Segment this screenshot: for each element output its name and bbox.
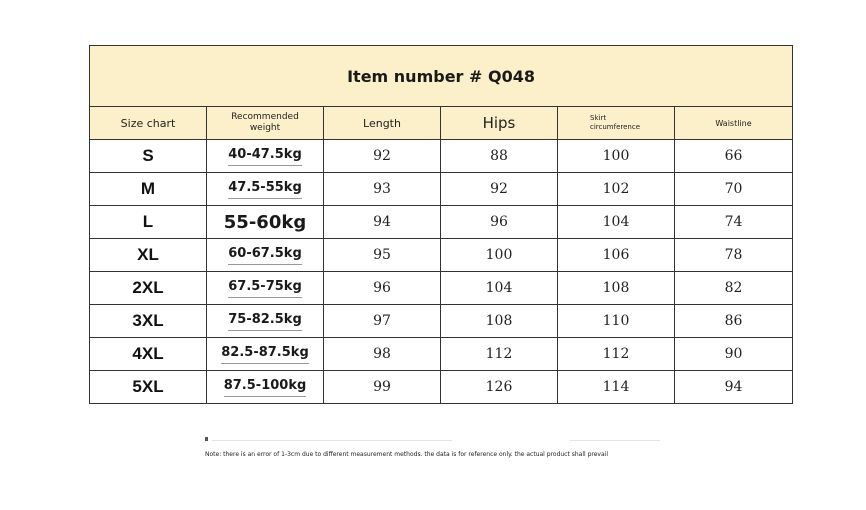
header-weight — [207, 107, 324, 140]
cell-skirt: 108 — [558, 272, 675, 305]
cell-hips: 88 — [441, 140, 558, 173]
table-row — [90, 272, 793, 305]
weight-value: 75-82.5kg — [228, 312, 302, 331]
header-weight-line1: Recommended — [231, 112, 299, 122]
decorative-tick-mark — [205, 437, 208, 441]
cell-size: M — [90, 173, 207, 206]
weight-value: 67.5-75kg — [228, 279, 302, 298]
decorative-divider — [212, 440, 452, 441]
cell-weight — [207, 305, 324, 338]
cell-waist: 78 — [675, 239, 793, 272]
cell-waist: 94 — [675, 371, 793, 404]
cell-waist: 90 — [675, 338, 793, 371]
cell-waist: 70 — [675, 173, 793, 206]
table-row — [90, 305, 793, 338]
cell-hips: 126 — [441, 371, 558, 404]
cell-skirt: 104 — [558, 206, 675, 239]
cell-hips: 100 — [441, 239, 558, 272]
header-row — [90, 107, 793, 140]
cell-size: 5XL — [90, 371, 207, 404]
table-row — [90, 338, 793, 371]
weight-value: 82.5-87.5kg — [221, 345, 309, 364]
cell-size: XL — [90, 239, 207, 272]
cell-weight — [207, 338, 324, 371]
weight-value: 55-60kg — [223, 211, 307, 233]
cell-hips: 92 — [441, 173, 558, 206]
cell-waist: 82 — [675, 272, 793, 305]
cell-size: 2XL — [90, 272, 207, 305]
cell-hips: 96 — [441, 206, 558, 239]
header-size: Size chart — [90, 107, 207, 140]
size-chart-table — [89, 45, 793, 404]
cell-weight — [207, 206, 324, 239]
item-number-title: Item number # Q048 — [90, 46, 793, 107]
cell-hips: 112 — [441, 338, 558, 371]
cell-length: 96 — [324, 272, 441, 305]
cell-skirt: 114 — [558, 371, 675, 404]
cell-waist: 66 — [675, 140, 793, 173]
weight-value: 40-47.5kg — [228, 147, 302, 166]
decorative-divider — [570, 440, 660, 441]
table-row — [90, 140, 793, 173]
cell-weight — [207, 140, 324, 173]
weight-value: 87.5-100kg — [224, 378, 307, 397]
cell-skirt: 100 — [558, 140, 675, 173]
cell-length: 94 — [324, 206, 441, 239]
cell-weight — [207, 239, 324, 272]
table-row — [90, 206, 793, 239]
header-hips: Hips — [441, 107, 558, 140]
cell-length: 98 — [324, 338, 441, 371]
header-skirt-line2: circumference — [590, 123, 641, 131]
cell-skirt: 112 — [558, 338, 675, 371]
cell-skirt: 102 — [558, 173, 675, 206]
cell-size: L — [90, 206, 207, 239]
cell-length: 95 — [324, 239, 441, 272]
cell-size: S — [90, 140, 207, 173]
cell-length: 93 — [324, 173, 441, 206]
header-length: Length — [324, 107, 441, 140]
weight-value: 60-67.5kg — [228, 246, 302, 265]
cell-hips: 108 — [441, 305, 558, 338]
header-skirt-line1: Skirt — [590, 114, 607, 122]
cell-size: 4XL — [90, 338, 207, 371]
weight-value: 47.5-55kg — [228, 180, 302, 199]
cell-waist: 86 — [675, 305, 793, 338]
cell-weight — [207, 173, 324, 206]
table-row — [90, 173, 793, 206]
cell-length: 97 — [324, 305, 441, 338]
cell-weight — [207, 272, 324, 305]
cell-weight — [207, 371, 324, 404]
cell-hips: 104 — [441, 272, 558, 305]
cell-length: 99 — [324, 371, 441, 404]
measurement-note: Note: there is an error of 1-3cm due to different measurement methods. the data is for reference only. the actual product shall prevail — [205, 451, 608, 458]
header-skirt — [558, 107, 675, 140]
table-row — [90, 371, 793, 404]
cell-waist: 74 — [675, 206, 793, 239]
cell-skirt: 106 — [558, 239, 675, 272]
header-weight-line2: weight — [249, 123, 281, 133]
cell-skirt: 110 — [558, 305, 675, 338]
title-row — [90, 46, 793, 107]
cell-length: 92 — [324, 140, 441, 173]
table-row — [90, 239, 793, 272]
header-waist: Waistline — [675, 107, 793, 140]
cell-size: 3XL — [90, 305, 207, 338]
